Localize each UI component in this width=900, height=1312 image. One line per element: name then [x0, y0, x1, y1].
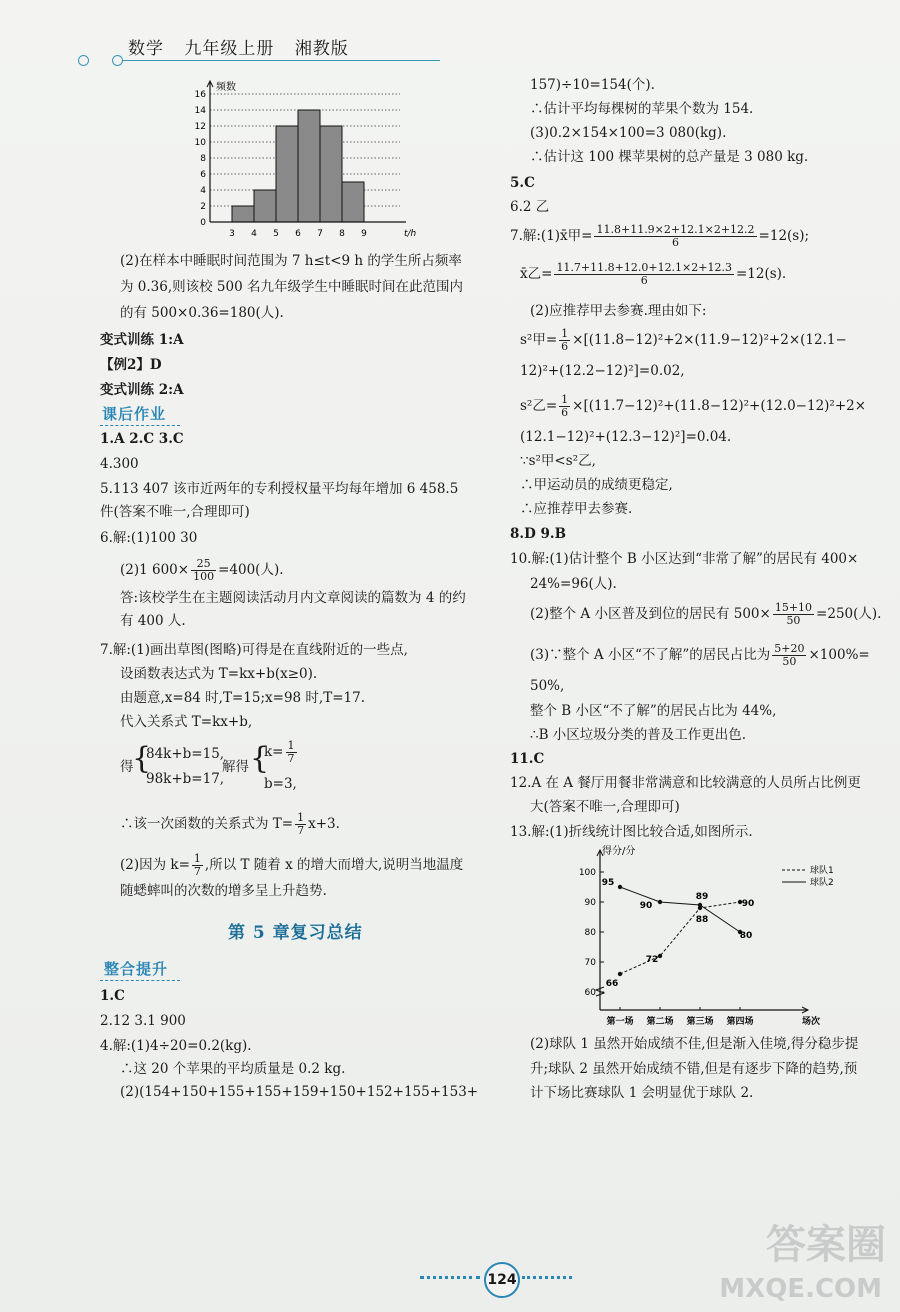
formula-text: k=	[264, 744, 284, 760]
answer-line: 有 400 人.	[120, 613, 186, 629]
page-number-ornament	[522, 1276, 572, 1279]
answer-line: 157)÷10=154(个).	[530, 77, 655, 93]
x-tick-label: 第二场	[646, 1017, 674, 1027]
answer-line: 4.300	[100, 456, 139, 472]
histogram-bar	[342, 182, 364, 222]
y-tick-label: 14	[194, 106, 206, 116]
denominator: 7	[287, 752, 295, 765]
answer-line	[510, 224, 809, 249]
x-tick-label: 3	[229, 229, 235, 239]
x-tick-label: 5	[273, 229, 279, 239]
y-axis-label: 得分/分	[602, 846, 636, 857]
data-label: 89	[695, 892, 709, 902]
series-line	[620, 887, 740, 932]
x-tick-label: 第一场	[606, 1017, 634, 1027]
answer-line: 代入关系式 T=kx+b,	[120, 714, 253, 730]
denominator: 50	[786, 614, 801, 627]
section-title-homework: 课后作业	[102, 405, 167, 423]
answer-line: 得	[120, 759, 134, 775]
denominator: 6	[640, 274, 648, 287]
answer-line: 为 0.36,则该校 500 名九年级学生中睡眠时间在此范围内	[120, 279, 463, 295]
histogram-bar	[298, 110, 320, 222]
data-point	[618, 885, 622, 889]
equation-line: b=3,	[264, 776, 297, 792]
y-tick-label: 60	[584, 988, 596, 998]
answer-line: 5.C	[510, 175, 535, 191]
answer-line	[520, 394, 866, 419]
numerator: 1	[561, 327, 569, 340]
answer-line: 由题意,x=84 时,T=15;x=98 时,T=17.	[120, 690, 365, 706]
watermark-logo: 答案圈	[766, 1222, 886, 1268]
watermark-url: MXQE.COM	[719, 1274, 882, 1304]
formula-text: (2)整个 A 小区普及到位的居民有 500×	[530, 606, 771, 622]
y-tick-label: 8	[200, 154, 206, 164]
fraction	[559, 328, 570, 353]
y-tick-label: 2	[200, 202, 206, 212]
answer-line: 11.C	[510, 751, 545, 767]
answer-line: 10.解:(1)估计整个 B 小区达到“非常了解”的居民有 400×	[510, 551, 859, 567]
formula-text: s²乙=	[520, 398, 558, 414]
data-label: 90	[639, 901, 653, 911]
answer-line: 7.解:(1)画出草图(图略)可得是在直线附近的一些点,	[100, 642, 408, 658]
formula-text: =12(s);	[758, 228, 810, 244]
fraction	[772, 643, 806, 668]
answer-line: 件(答案不唯一,合理即可)	[100, 504, 250, 520]
equation-line	[264, 740, 299, 765]
formula-text: =12(s).	[735, 266, 787, 282]
denominator: 7	[297, 824, 305, 837]
section-title-integrate: 整合提升	[104, 960, 169, 978]
numerator: 11.7+11.8+12.0+12.1×2+12.3	[556, 261, 732, 274]
data-point	[658, 900, 662, 904]
x-tick-label: 6	[295, 229, 301, 239]
formula-text: ×100%=	[808, 647, 870, 663]
y-tick-label: 6	[200, 170, 206, 180]
data-point	[658, 954, 662, 958]
formula-text: s²甲=	[520, 332, 558, 348]
answer-line: (2)(154+150+155+155+159+150+152+155+153+	[120, 1084, 479, 1100]
denominator: 50	[782, 655, 797, 668]
numerator: 1	[297, 811, 305, 824]
section-underline	[100, 980, 180, 981]
answer-line: 随蟋蟀叫的次数的增多呈上升趋势.	[120, 883, 327, 899]
x-tick-label: 第四场	[726, 1017, 754, 1027]
answer-line: ∴估计这 100 棵苹果树的总产量是 3 080 kg.	[530, 149, 809, 165]
answer-line: 5.113 407 该市近两年的专利授权量平均每年增加 6 458.5	[100, 481, 459, 497]
formula-text: =250(人).	[816, 606, 882, 622]
answer-line	[120, 853, 463, 878]
numerator: 11.8+11.9×2+12.1×2+12.2	[596, 223, 755, 236]
formula-text: ×[(11.8−12)²+2×(11.9−12)²+2×(12.1−	[572, 332, 847, 348]
page-header	[128, 34, 363, 59]
answer-line: 6.2 乙	[510, 199, 550, 215]
numerator: 5+20	[774, 642, 805, 655]
answer-line: ∴这 20 个苹果的平均质量是 0.2 kg.	[120, 1061, 346, 1077]
denominator: 6	[672, 236, 680, 249]
answer-line: 13.解:(1)折线统计图比较合适,如图所示.	[510, 824, 753, 840]
header-subject: 数学	[128, 39, 164, 59]
formula-text: =400(人).	[218, 562, 284, 578]
y-tick-label: 12	[194, 122, 206, 132]
x-tick-label: 9	[361, 229, 367, 239]
histogram-bar	[232, 206, 254, 222]
formula-text: x+3.	[308, 816, 340, 832]
fraction	[594, 224, 756, 249]
fraction	[192, 853, 203, 878]
header-edition: 湘教版	[294, 39, 349, 59]
data-label: 72	[645, 955, 659, 965]
x-tick-label: 7	[317, 229, 323, 239]
formula-text: (2)因为 k=	[120, 857, 190, 873]
answer-line: 2.12 3.1 900	[100, 1013, 186, 1029]
answer-line	[520, 262, 786, 287]
answer-line	[120, 812, 340, 837]
answer-line: 50%,	[530, 678, 565, 694]
answer-line	[530, 643, 870, 668]
answer-line: 4.解:(1)4÷20=0.2(kg).	[100, 1038, 252, 1054]
formula-text: ∴该一次函数的关系式为 T=	[120, 816, 294, 832]
answer-line: 的有 500×0.36=180(人).	[120, 305, 284, 321]
answer-line	[530, 602, 881, 627]
answer-line: 答:该校学生在主题阅读活动月内文章阅读的篇数为 4 的约	[120, 590, 466, 606]
data-label: 80	[739, 931, 753, 941]
y-tick-label: 16	[194, 90, 206, 100]
data-label: 90	[741, 899, 755, 909]
fraction	[286, 740, 297, 765]
header-ornament	[78, 55, 89, 66]
answer-line: 计下场比赛球队 1 会明显优于球队 2.	[530, 1085, 754, 1101]
data-label: 66	[605, 979, 619, 989]
formula-text: (3)∵整个 A 小区“不了解”的居民占比为	[530, 647, 771, 663]
x-axis-label: t/h	[404, 229, 417, 239]
answer-line: 变式训练 2:A	[100, 382, 184, 398]
denominator: 6	[561, 406, 569, 419]
legend-label: 球队2	[810, 878, 834, 888]
page-number-ornament	[420, 1276, 480, 1279]
x-axis-label: 场次	[802, 1017, 821, 1027]
section-underline	[100, 425, 180, 426]
answer-line: 升;球队 2 虽然开始成绩不错,但是有逐步下降的趋势,预	[530, 1061, 858, 1077]
numerator: 15+10	[774, 601, 813, 614]
formula-text: ,所以 T 随着 x 的增大而增大,说明当地温度	[204, 857, 464, 873]
numerator: 1	[287, 739, 295, 752]
y-tick-label: 100	[578, 868, 596, 878]
y-axis-label: 频数	[216, 82, 236, 93]
answer-line: (2)球队 1 虽然开始成绩不佳,但是渐入佳境,得分稳步提	[530, 1036, 859, 1052]
data-point	[618, 972, 622, 976]
y-tick-label: 80	[584, 928, 596, 938]
data-point	[698, 903, 702, 907]
equation-line: 98k+b=17,	[146, 771, 225, 787]
brace-symbol: {	[250, 741, 270, 776]
formula-text: x̄乙=	[520, 266, 553, 282]
answer-line: ∴应推荐甲去参赛.	[520, 501, 633, 517]
header-grade: 九年级上册	[184, 39, 275, 59]
answer-line	[520, 328, 847, 353]
fraction	[554, 262, 734, 287]
denominator: 100	[193, 570, 215, 583]
answer-line: 12)²+(12.2−12)²]=0.02,	[520, 363, 685, 379]
numerator: 25	[191, 558, 216, 571]
answer-line: 8.D 9.B	[510, 526, 567, 542]
fraction	[191, 558, 216, 583]
x-tick-label: 第三场	[686, 1017, 714, 1027]
chapter-title: 第 5 章复习总结	[228, 923, 363, 943]
brace-symbol: {	[132, 741, 152, 776]
legend-label: 球队1	[810, 866, 834, 876]
y-tick-label: 4	[200, 186, 206, 196]
answer-line: ∴B 小区垃圾分类的普及工作更出色.	[530, 727, 747, 743]
fraction	[773, 602, 814, 627]
answer-line: 设函数表达式为 T=kx+b(x≥0).	[120, 666, 318, 682]
answer-line: ∵s²甲<s²乙,	[520, 453, 596, 469]
line-chart	[560, 842, 840, 1030]
answer-line: (2)在样本中睡眠时间范围为 7 h≤t<9 h 的学生所占频率	[120, 253, 462, 269]
x-tick-label: 4	[251, 229, 257, 239]
numerator: 1	[193, 852, 201, 865]
answer-line: ∴甲运动员的成绩更稳定,	[520, 477, 673, 493]
denominator: 7	[193, 865, 201, 878]
y-tick-label: 0	[200, 218, 206, 228]
header-ornament	[112, 55, 123, 66]
answer-line: 大(答案不唯一,合理即可)	[530, 799, 680, 815]
denominator: 6	[561, 340, 569, 353]
answer-line: 【例2】D	[100, 357, 162, 373]
series-line	[620, 902, 740, 974]
formula-text: 7.解:(1)x̄甲=	[510, 228, 593, 244]
y-tick-label: 10	[194, 138, 206, 148]
answer-line: 解得	[222, 759, 249, 775]
histogram-bar	[320, 126, 342, 222]
answer-line: (2)应推荐甲去参赛.理由如下:	[530, 303, 707, 319]
header-rule	[120, 60, 440, 61]
answer-line: 24%=96(人).	[530, 576, 617, 592]
formula-text: (2)1 600×	[120, 562, 190, 578]
histogram-chart	[180, 78, 417, 248]
data-label: 88	[695, 915, 709, 925]
fraction	[295, 812, 306, 837]
fraction	[559, 394, 570, 419]
numerator: 1	[561, 393, 569, 406]
answer-line: 变式训练 1:A	[100, 332, 184, 348]
answer-line: 1.C	[100, 988, 125, 1004]
data-label: 95	[601, 878, 615, 888]
formula-text: ×[(11.7−12)²+(11.8−12)²+(12.0−12)²+2×	[572, 398, 867, 414]
y-tick-label: 70	[584, 958, 596, 968]
answer-line: (12.1−12)²+(12.3−12)²]=0.04.	[520, 429, 732, 445]
answer-line	[120, 558, 284, 583]
x-tick-label: 8	[339, 229, 345, 239]
answer-line: 6.解:(1)100 30	[100, 530, 198, 546]
answer-line: 1.A 2.C 3.C	[100, 431, 184, 447]
histogram-bar	[276, 126, 298, 222]
answer-line: 12.A 在 A 餐厅用餐非常满意和比较满意的人员所占比例更	[510, 775, 861, 791]
page-number: 124	[484, 1262, 520, 1298]
equation-line: 84k+b=15,	[146, 746, 225, 762]
answer-line: 整个 B 小区“不了解”的居民占比为 44%,	[530, 703, 777, 719]
histogram-bar	[254, 190, 276, 222]
answer-line: (3)0.2×154×100=3 080(kg).	[530, 125, 727, 141]
y-tick-label: 90	[584, 898, 596, 908]
answer-line: ∴估计平均每棵树的苹果个数为 154.	[530, 101, 754, 117]
